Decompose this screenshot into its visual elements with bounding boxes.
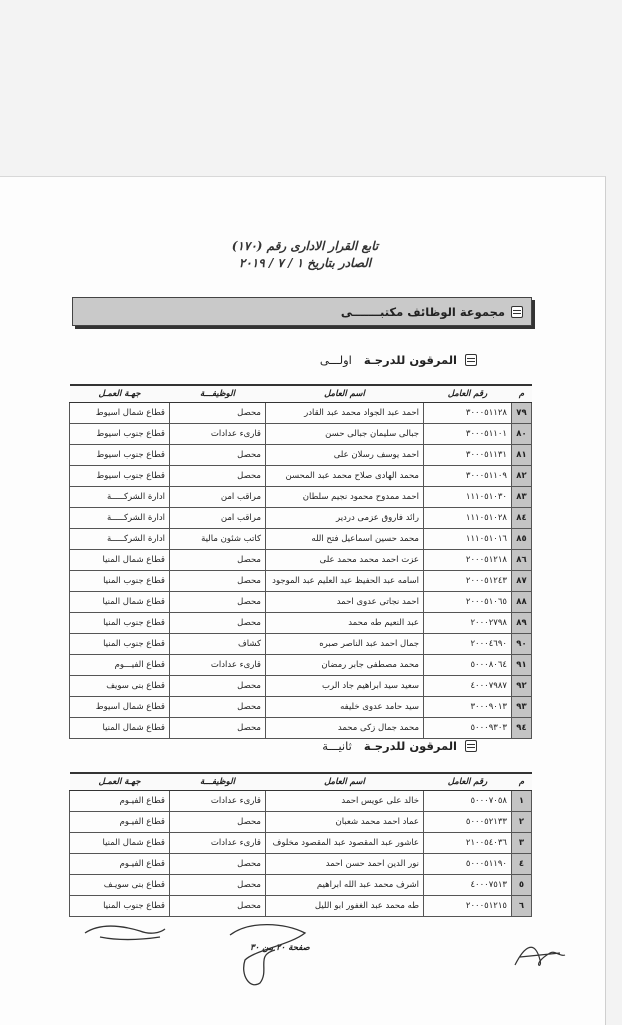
work-department: قطاع بنى سويـف	[70, 875, 170, 896]
work-department: قطاع شمال المنيا	[70, 592, 170, 613]
signature-middle	[215, 915, 325, 995]
employee-number: ٢٠٠٠٥١٢٤٣	[424, 571, 512, 592]
col-dept: جهـة العمـل	[70, 385, 170, 403]
employee-number: ٤٠٠٠٧٥١٣	[424, 875, 512, 896]
table-header-row	[70, 385, 532, 403]
decision-date: الصادر بتاريخ ١ / ٧ / ٢٠١٩	[238, 256, 372, 270]
section-grade: اولـــى	[319, 353, 352, 367]
row-number: ٤	[512, 854, 532, 875]
row-number: ٧٩	[512, 403, 532, 424]
work-department: قطاع الفيـــوم	[70, 655, 170, 676]
col-dept: جهـة العمـل	[70, 773, 170, 791]
job-title: محصل	[170, 854, 266, 875]
employee-name: عبد النعيم طه محمد	[266, 613, 424, 634]
work-department: ادارة الشركـــــة	[70, 508, 170, 529]
employee-number: ٣٠٠٠٥١١٢٨	[424, 403, 512, 424]
employee-number: ٣٠٠٠٥١١٣١	[424, 445, 512, 466]
job-title: قارىء عدادات	[170, 833, 266, 854]
row-number: ٨٧	[512, 571, 532, 592]
table-row	[70, 896, 532, 917]
employee-number: ٢٠٠٠٥١٠٦٥	[424, 592, 512, 613]
employee-number: ٢١٠٠٥٤٠٣٦	[424, 833, 512, 854]
employee-number: ٢٠٠٠٢٧٩٨	[424, 613, 512, 634]
row-number: ٨٢	[512, 466, 532, 487]
table-row	[70, 550, 532, 571]
work-department: قطاع جنوب المنيا	[70, 896, 170, 917]
job-title: محصل	[170, 445, 266, 466]
row-number: ٨١	[512, 445, 532, 466]
job-title: محصل	[170, 613, 266, 634]
table-row	[70, 812, 532, 833]
employee-name: محمد الهادى صلاح محمد عبد المحسن	[266, 466, 424, 487]
employee-name: سيد حامد عدوى خليفه	[266, 697, 424, 718]
job-title: محصل	[170, 697, 266, 718]
table-row	[70, 833, 532, 854]
row-number: ٩١	[512, 655, 532, 676]
col-m: م	[512, 773, 532, 791]
signature-right	[510, 935, 570, 975]
work-department: قطاع جنوب اسيوط	[70, 466, 170, 487]
employee-name: جمال احمد عبد الناصر صبره	[266, 634, 424, 655]
job-title: محصل	[170, 718, 266, 739]
employee-number: ٢٠٠٠٥١٢١٥	[424, 896, 512, 917]
row-number: ٨٥	[512, 529, 532, 550]
row-number: ٦	[512, 896, 532, 917]
employee-number: ٢٠٠٠٥١٢١٨	[424, 550, 512, 571]
signature-left	[80, 915, 170, 945]
row-number: ٩٢	[512, 676, 532, 697]
job-title: مراقب امن	[170, 487, 266, 508]
col-name: اسم العامل	[266, 385, 424, 403]
table-row	[70, 466, 532, 487]
col-job: الوظيفـــة	[170, 385, 266, 403]
table-row	[70, 403, 532, 424]
table-row	[70, 571, 532, 592]
employee-number: ٥٠٠٠٧٠٥٨	[424, 791, 512, 812]
employee-name: احمد ممدوح محمود نجيم سلطان	[266, 487, 424, 508]
list-icon	[465, 740, 477, 752]
section-label: المرقون للدرجـة	[363, 739, 457, 753]
work-department: قطاع شمال اسيوط	[70, 403, 170, 424]
row-number: ٨٤	[512, 508, 532, 529]
work-department: قطاع شمال المنيا	[70, 718, 170, 739]
job-title: محصل	[170, 896, 266, 917]
employee-name: احمد يوسف رسلان على	[266, 445, 424, 466]
job-title: محصل	[170, 550, 266, 571]
row-number: ٨٠	[512, 424, 532, 445]
table-row	[70, 445, 532, 466]
work-department: قطاع جنوب المنيا	[70, 634, 170, 655]
roster-table-grade-1	[69, 384, 532, 739]
table-row	[70, 718, 532, 739]
section-grade-2-title	[227, 739, 477, 753]
row-number: ١	[512, 791, 532, 812]
row-number: ٩٤	[512, 718, 532, 739]
employee-number: ٢٠٠٠٤٦٩٠	[424, 634, 512, 655]
section-grade-1-title	[227, 353, 477, 367]
work-department: قطاع الفيـوم	[70, 791, 170, 812]
row-number: ٩٣	[512, 697, 532, 718]
employee-name: نور الدين احمد حسن احمد	[266, 854, 424, 875]
work-department: ادارة الشركـــــة	[70, 529, 170, 550]
employee-number: ٥٠٠٠٨٠٦٤	[424, 655, 512, 676]
employee-number: ١١١٠٥١٠٢٨	[424, 508, 512, 529]
employee-number: ٣٠٠٠٥١١٠١	[424, 424, 512, 445]
employee-name: عماد احمد محمد شعبان	[266, 812, 424, 833]
employee-number: ٣٠٠٠٩٠١٣	[424, 697, 512, 718]
employee-name: محمد حسين اسماعيل فتح الله	[266, 529, 424, 550]
employee-name: محمد مصطفى جابر رمضان	[266, 655, 424, 676]
job-title: قارىء عدادات	[170, 655, 266, 676]
work-department: قطاع جنوب المنيا	[70, 613, 170, 634]
employee-number: ٥٠٠٠٥١١٩٠	[424, 854, 512, 875]
table-row	[70, 854, 532, 875]
col-emp-no: رقم العامل	[424, 773, 512, 791]
job-title: محصل	[170, 403, 266, 424]
work-department: قطاع شمال اسيوط	[70, 697, 170, 718]
job-title: محصل	[170, 676, 266, 697]
table-row	[70, 424, 532, 445]
job-title: كاتب شئون مالية	[170, 529, 266, 550]
table-row	[70, 697, 532, 718]
table-row	[70, 655, 532, 676]
employee-number: ٣٠٠٠٥١١٠٩	[424, 466, 512, 487]
employee-number: ٤٠٠٠٧٩٨٧	[424, 676, 512, 697]
job-title: محصل	[170, 812, 266, 833]
row-number: ٢	[512, 812, 532, 833]
row-number: ٨٩	[512, 613, 532, 634]
job-group-title: مجموعة الوظائف مكتبـــــــى	[340, 304, 505, 319]
decision-header	[210, 238, 400, 272]
table-row	[70, 875, 532, 896]
decision-number: تابع القرار الادارى رقم (١٧٠)	[231, 239, 379, 253]
job-title: كشاف	[170, 634, 266, 655]
work-department: قطاع جنوب المنيا	[70, 571, 170, 592]
employee-number: ٥٠٠٠٩٣٠٣	[424, 718, 512, 739]
employee-name: احمد نجاتى عدوى احمد	[266, 592, 424, 613]
col-job: الوظيفـــة	[170, 773, 266, 791]
job-title: محصل	[170, 875, 266, 896]
table-row	[70, 592, 532, 613]
job-title: محصل	[170, 571, 266, 592]
row-number: ٣	[512, 833, 532, 854]
job-title: مراقب امن	[170, 508, 266, 529]
employee-name: عاشور عبد المقصود عبد المقصود مخلوف	[266, 833, 424, 854]
employee-name: رائد فاروق عزمى دردير	[266, 508, 424, 529]
employee-name: محمد جمال زكى محمد	[266, 718, 424, 739]
table-row	[70, 508, 532, 529]
employee-name: خالد على عويس احمد	[266, 791, 424, 812]
row-number: ٨٦	[512, 550, 532, 571]
employee-name: طه محمد عبد الغفور ابو الليل	[266, 896, 424, 917]
employee-number: ٥٠٠٠٥٢١٣٣	[424, 812, 512, 833]
work-department: قطاع شمال المنيا	[70, 550, 170, 571]
table-row	[70, 613, 532, 634]
employee-name: اسامه عبد الحفيظ عبد العليم عبد الموجود	[266, 571, 424, 592]
table-row	[70, 634, 532, 655]
job-title: محصل	[170, 466, 266, 487]
table-row	[70, 529, 532, 550]
document-icon	[511, 306, 523, 318]
employee-name: سعيد سيد ابراهيم جاد الرب	[266, 676, 424, 697]
col-m: م	[512, 385, 532, 403]
table-header-row	[70, 773, 532, 791]
col-name: اسم العامل	[266, 773, 424, 791]
table-row	[70, 487, 532, 508]
employee-name: عزت احمد محمد محمد على	[266, 550, 424, 571]
section-label: المرقون للدرجـة	[363, 353, 457, 367]
job-title: قارىء عدادات	[170, 791, 266, 812]
work-department: قطاع الفيـوم	[70, 854, 170, 875]
row-number: ٨٨	[512, 592, 532, 613]
row-number: ٩٠	[512, 634, 532, 655]
work-department: قطاع جنوب اسيوط	[70, 424, 170, 445]
job-title: محصل	[170, 592, 266, 613]
work-department: قطاع الفيـوم	[70, 812, 170, 833]
employee-name: اشرف محمد عبد الله ابراهيم	[266, 875, 424, 896]
table-row	[70, 676, 532, 697]
table-row	[70, 791, 532, 812]
job-title: قارىء عدادات	[170, 424, 266, 445]
employee-number: ١١١٠٥١٠١٦	[424, 529, 512, 550]
work-department: قطاع جنوب اسيوط	[70, 445, 170, 466]
col-emp-no: رقم العامل	[424, 385, 512, 403]
employee-name: احمد عبد الجواد محمد عبد القادر	[266, 403, 424, 424]
job-group-box	[72, 297, 532, 326]
section-grade: ثانيـــة	[322, 739, 352, 753]
work-department: قطاع بنى سويف	[70, 676, 170, 697]
work-department: ادارة الشركـــــة	[70, 487, 170, 508]
page-number: صفحة ٢٠ من ٣٠	[250, 943, 310, 953]
employee-number: ١١١٠٥١٠٣٠	[424, 487, 512, 508]
list-icon	[465, 354, 477, 366]
roster-table-grade-2	[69, 772, 532, 917]
row-number: ٨٣	[512, 487, 532, 508]
work-department: قطاع شمال المنيا	[70, 833, 170, 854]
employee-name: جبالى سليمان جبالى حسن	[266, 424, 424, 445]
row-number: ٥	[512, 875, 532, 896]
